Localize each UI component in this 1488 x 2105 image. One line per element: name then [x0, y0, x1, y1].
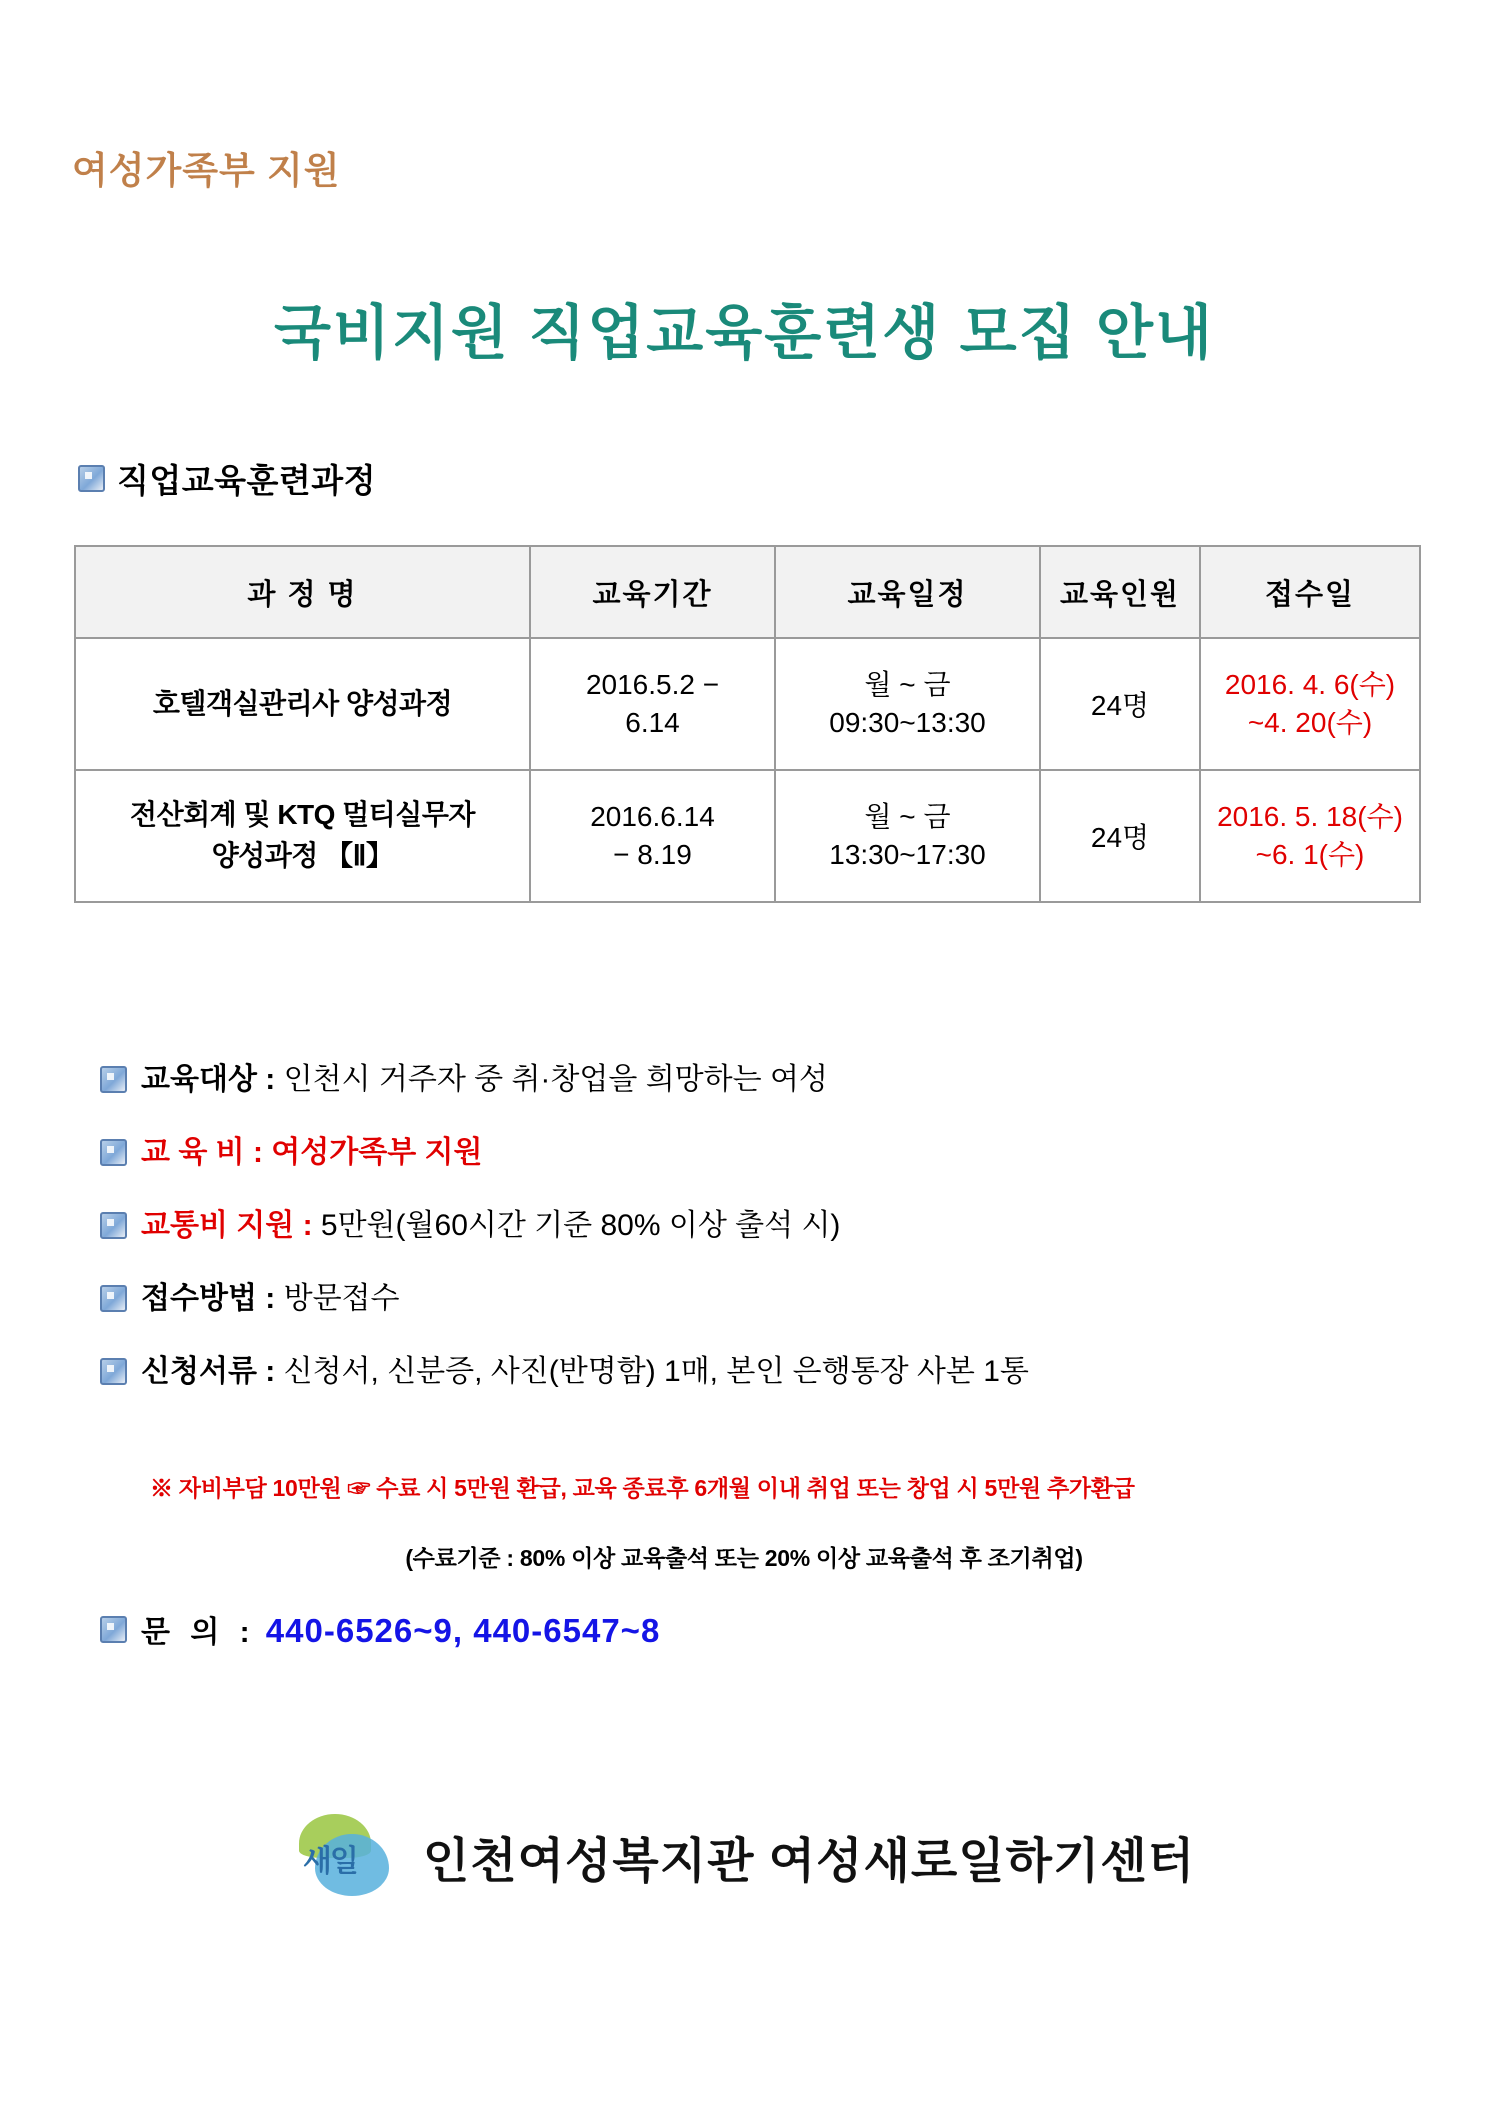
- blue-square-bullet-icon: [100, 1358, 127, 1385]
- table-header-cell: 과 정 명: [75, 546, 530, 638]
- info-item-documents: [100, 1352, 1420, 1391]
- apply-line-1: 2016. 5. 18(수): [1217, 801, 1403, 833]
- section-heading: [78, 455, 376, 502]
- info-label: 교육대상 :: [141, 1063, 276, 1096]
- course-schedule-cell: [775, 770, 1040, 902]
- info-label: 교 육 비 :: [141, 1136, 263, 1169]
- schedule-line-2: 09:30~13:30: [829, 707, 986, 738]
- course-table: [74, 545, 1421, 903]
- blue-square-bullet-icon: [100, 1212, 127, 1239]
- table-header-cell: 접수일: [1200, 546, 1420, 638]
- info-value: 5만원(월60시간 기준 80% 이상 출석 시): [312, 1209, 841, 1242]
- info-label: 교통비 지원 :: [141, 1209, 313, 1242]
- logo-text: 새일: [302, 1845, 357, 1878]
- contact-phone[interactable]: 440-6526~9, 440-6547~8: [255, 1612, 661, 1649]
- info-text: [141, 1133, 482, 1172]
- section-heading-label: 직업교육훈련과정: [117, 462, 377, 499]
- info-label: 신청서류 :: [141, 1355, 276, 1388]
- blue-square-bullet-icon: [100, 1066, 127, 1093]
- schedule-line-1: 월 ~ 금: [864, 801, 951, 833]
- info-item-apply-method: [100, 1279, 1420, 1318]
- info-value: 인천시 거주자 중 취·창업을 희망하는 여성: [275, 1063, 828, 1096]
- blue-square-bullet-icon: [100, 1285, 127, 1312]
- organization-name: 인천여성복지관 여성새로일하기센터: [422, 1834, 1196, 1888]
- info-text: [141, 1060, 828, 1099]
- term-line-1: 2016.5.2 −: [585, 669, 720, 701]
- course-schedule-cell: [775, 638, 1040, 770]
- course-apply-cell: [1200, 770, 1420, 902]
- info-value: 방문접수: [275, 1282, 400, 1315]
- completion-criteria-note: (수료기준 : 80% 이상 교육출석 또는 20% 이상 교육출석 후 조기취업): [405, 1545, 1083, 1571]
- footer: [0, 1810, 1488, 1902]
- info-text: [141, 1206, 840, 1245]
- term-line-2: 6.14: [625, 707, 680, 738]
- table-header-cell: 교육일정: [775, 546, 1040, 638]
- info-text: [141, 1279, 400, 1318]
- apply-line-2: ~4. 20(수): [1247, 707, 1373, 738]
- table-header-cell: 교육인원: [1040, 546, 1200, 638]
- course-capacity-cell: 24명: [1040, 638, 1200, 770]
- info-item-contact: [100, 1610, 1420, 1653]
- schedule-line-2: 13:30~17:30: [829, 839, 986, 870]
- info-item-target: [100, 1060, 1420, 1099]
- course-name-cell: 호텔객실관리사 양성과정: [75, 638, 530, 770]
- course-term-cell: [530, 638, 775, 770]
- blue-square-bullet-icon: [100, 1616, 127, 1643]
- info-value: 신청서, 신분증, 사진(반명함) 1매, 본인 은행통장 사본 1통: [275, 1355, 1029, 1388]
- schedule-line-1: 월 ~ 금: [864, 669, 951, 701]
- table-header-cell: 교육기간: [530, 546, 775, 638]
- apply-line-2: ~6. 1(수): [1255, 839, 1365, 870]
- course-capacity-cell: 24명: [1040, 770, 1200, 902]
- term-line-1: 2016.6.14: [590, 801, 715, 833]
- table-row: [75, 638, 1420, 770]
- info-label: 접수방법 :: [141, 1282, 276, 1315]
- apply-line-1: 2016. 4. 6(수): [1224, 669, 1396, 701]
- term-line-2: − 8.19: [613, 839, 692, 870]
- course-name-cell: [75, 770, 530, 902]
- organization-logo-icon: [293, 1810, 401, 1902]
- table-header-row: [75, 546, 1420, 638]
- course-name-line-1: 전산회계 및 KTQ 멀티실무자: [130, 799, 475, 831]
- course-name-line-2: 양성과정 【Ⅱ】: [211, 840, 394, 871]
- course-apply-cell: [1200, 638, 1420, 770]
- table-row: [75, 770, 1420, 902]
- refund-note: ※ 자비부담 10만원 ☞ 수료 시 5만원 환급, 교육 종료후 6개월 이내 취업 또는 창업 시 5만원 추가환급: [150, 1475, 1135, 1501]
- info-item-fee: [100, 1133, 1420, 1172]
- page-title: 국비지원 직업교육훈련생 모집 안내: [273, 300, 1215, 366]
- info-label: 문 의 :: [141, 1616, 256, 1649]
- info-text: [141, 1610, 660, 1653]
- blue-square-bullet-icon: [100, 1139, 127, 1166]
- course-term-cell: [530, 770, 775, 902]
- blue-square-bullet-icon: [78, 465, 105, 492]
- info-item-transport: [100, 1206, 1420, 1245]
- kicker-text: 여성가족부 지원: [72, 150, 341, 191]
- info-text: [141, 1352, 1029, 1391]
- info-list: [100, 1060, 1420, 1425]
- info-value: 여성가족부 지원: [262, 1136, 483, 1169]
